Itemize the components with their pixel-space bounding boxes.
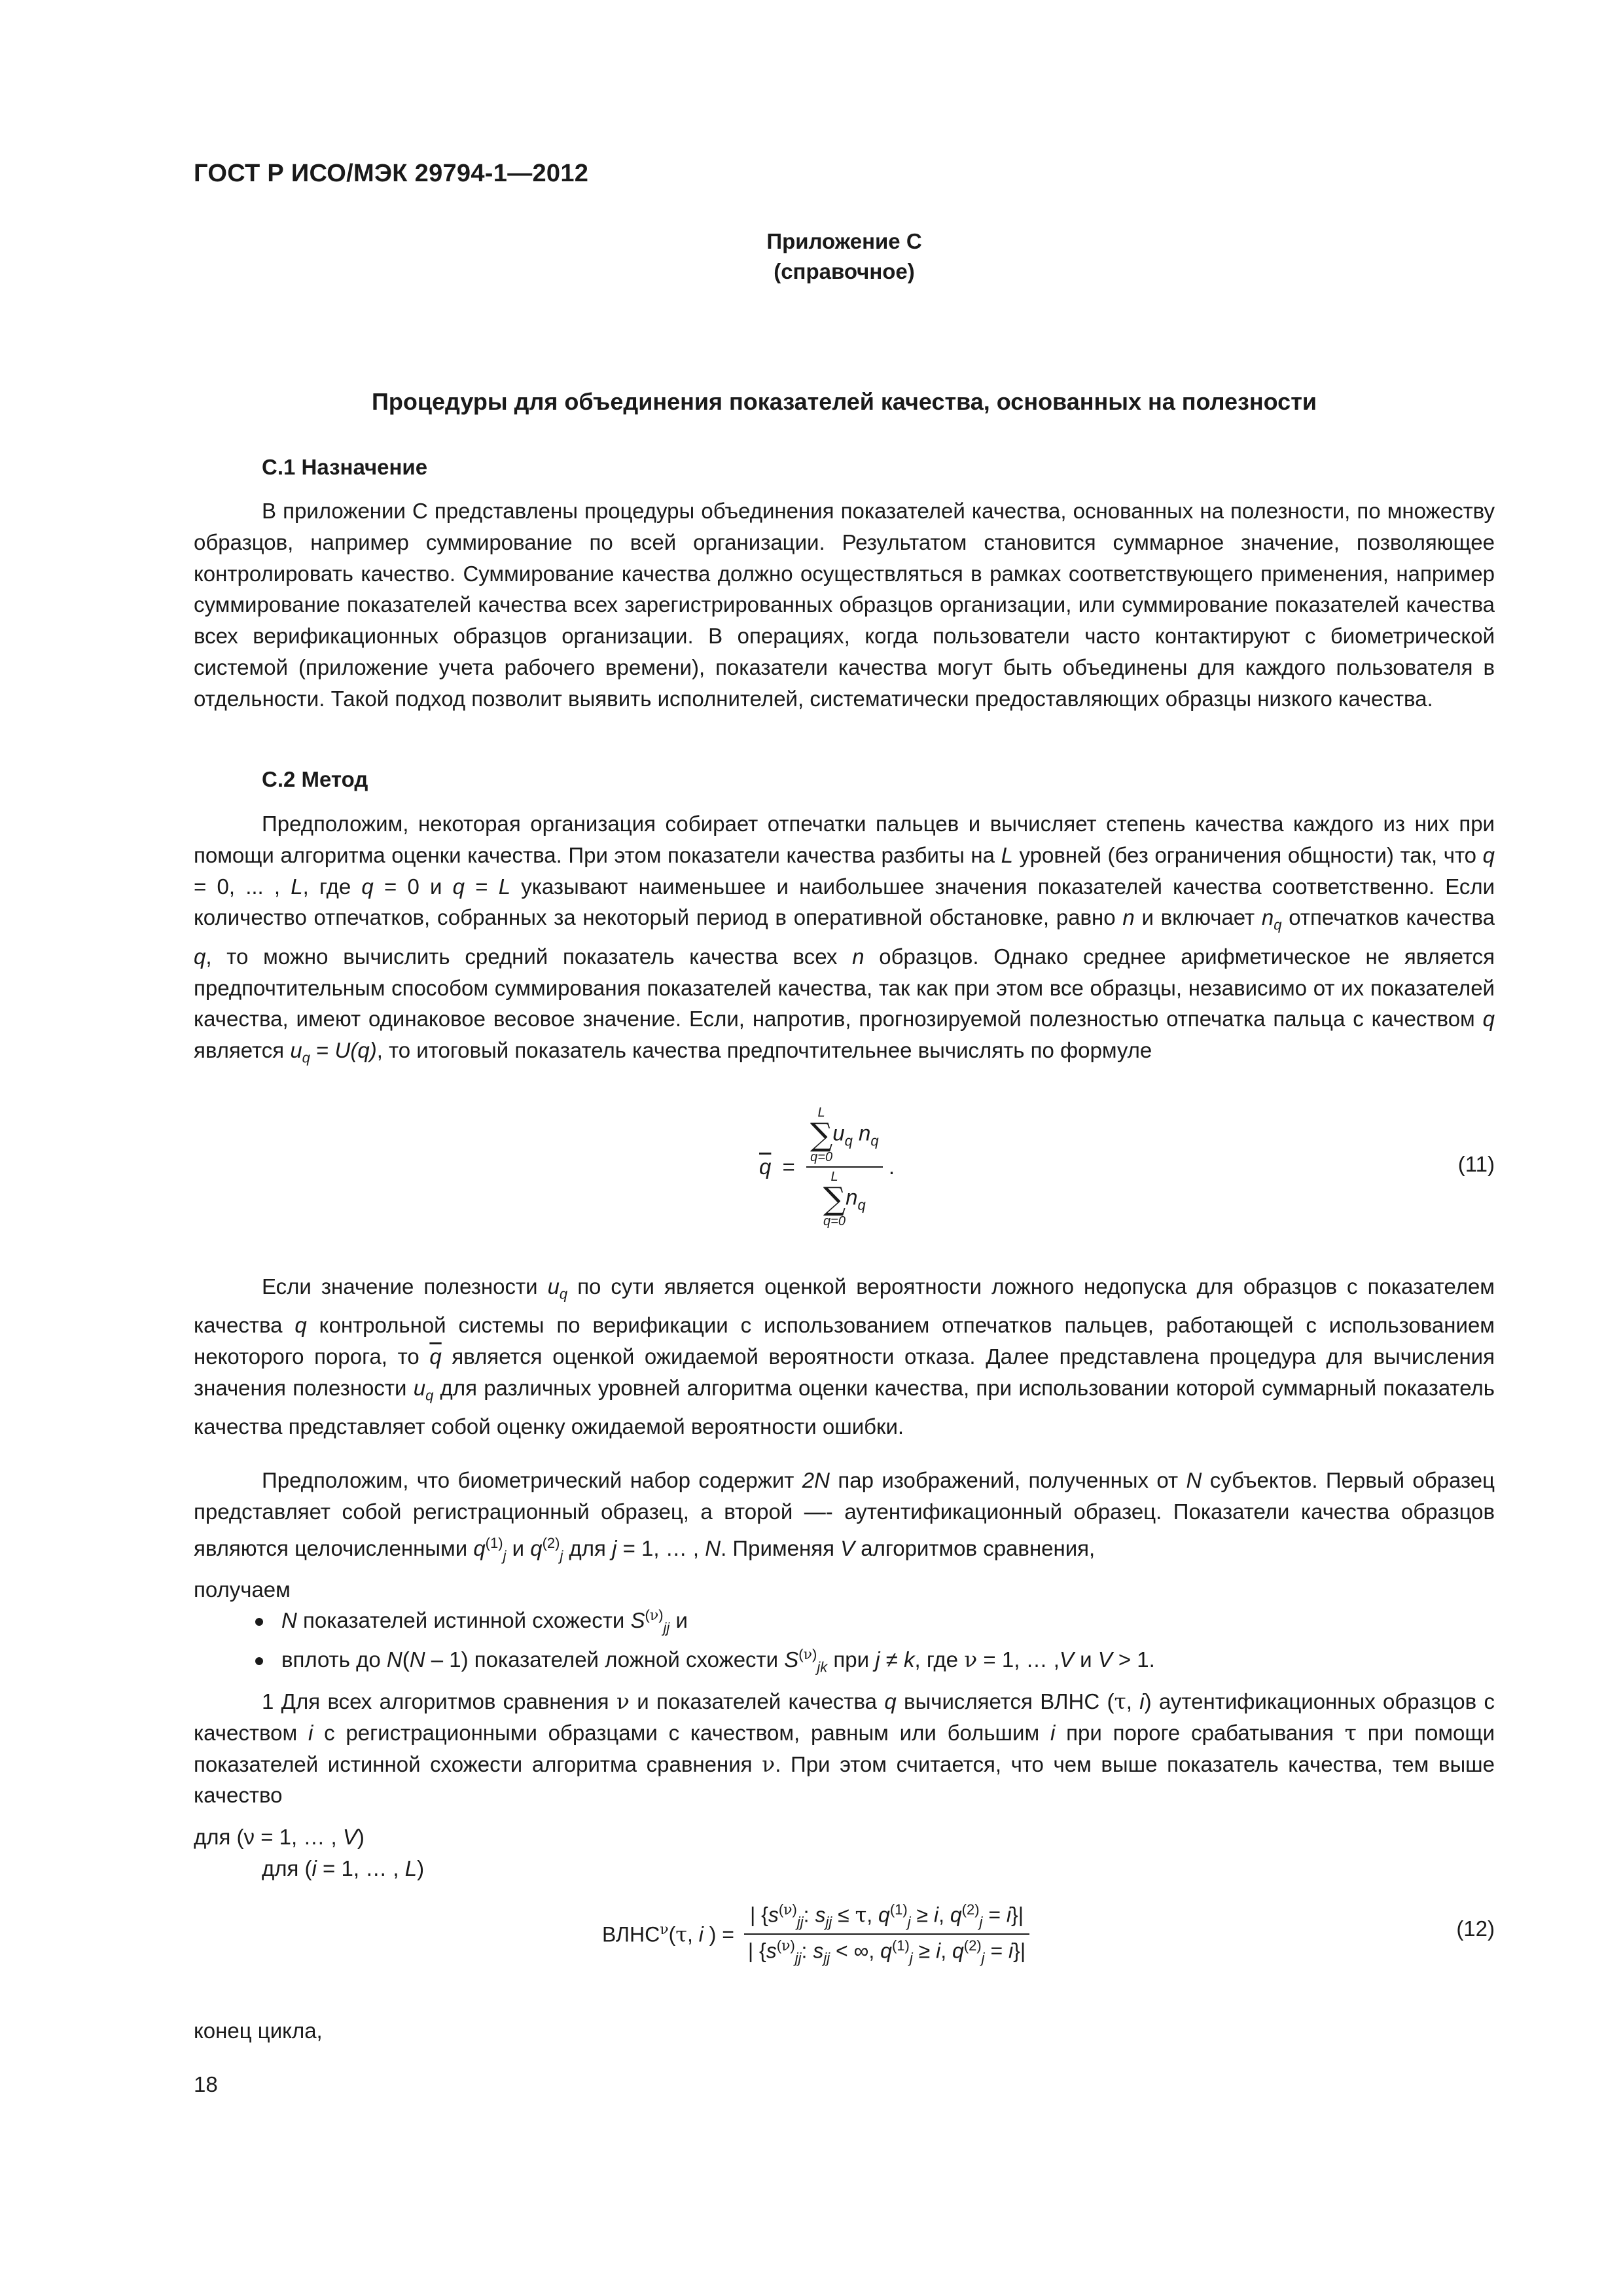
bullet-item-false-scores: вплоть до N(N – 1) показателей ложной схожести $S^{(\nu)}_{jk}$ при j ≠ k, где ν = 1, … ,V и V > 1.: [255, 1646, 1155, 1676]
section-2-paragraph-4: 1 Для всех алгоритмов сравнения ν и показателей качества q вычисляется ВЛНС (τ, i) аутентификационных образцов с качеством i с регистрационными образцами с качеством, равным или большим i при пороге срабатывания τ при помощи показателей истинной схожести алгоритма сравнения ν. При этом считается, что чем выше показатель качества, тем выше качество: [194, 1689, 1495, 1808]
page-number: 18: [194, 2072, 218, 2096]
section-2-paragraph-1: Предположим, некоторая организация собирает отпечатки пальцев и вычисляет степень качества каждого из них при помощи алгоритма оценки качества. При этом показатели качества разбиты на L уровней (без ограничения общности) так, что q = 0, ... , L, где q = 0 и q = L указывают наименьшее и наибольшее значения показателей качества соответственно. Если количество отпечатков, собранных за некоторый период в оперативной обстановке, равно n и включает $n_q$ отпечатков качества q, то можно вычислить средний показатель качества всех n образцов. Однако среднее арифметическое не является предпочтительным способом суммирования показателей качества, так как при этом все образцы, независимо от их показателей качества, имеют одинаковое весовое значение. Если, напротив, прогнозируемой полезностью отпечатка пальца с качеством q является $u_q = U(q)$, то итоговый показатель качества предпочтительнее вычислять по формуле: [194, 812, 1495, 1066]
section-1-heading: С.1 Назначение: [262, 455, 428, 479]
equation-11-number: (11): [1457, 1152, 1495, 1176]
appendix-label: Приложение С: [766, 229, 922, 253]
equation-11: $\overline{q}$ = L ∑ q=0 $u_q$ $n_q$ L ∑ q=0 $n_q$ .: [759, 1105, 895, 1229]
section-2-lead-in: получаем: [194, 1577, 291, 1602]
loop-end: конец цикла,: [194, 2018, 323, 2043]
bullet-dot: [255, 1657, 263, 1665]
loop-inner: для (i = 1, … , L): [262, 1856, 425, 1880]
standard-header: ГОСТ Р ИСО/МЭК 29794-1—2012: [194, 160, 589, 187]
section-2-paragraph-2: Если значение полезности $u_q$ по сути является оценкой вероятности ложного недопуска для образцов с показателем качества q контрольной системы по верификации с использованием отпечатков пальцев, работающей с использованием некоторого порога, то $\overline{q}$ является оценкой ожидаемой вероятности отказа. Далее представлена процедура для вычисления значения полезности $u_q$ для различных уровней алгоритма оценки качества, при использовании которой суммарный показатель качества представляет собой оценку ожидаемой вероятности ошибки.: [194, 1274, 1495, 1439]
loop-outer: для (ν = 1, … , V): [194, 1825, 365, 1849]
section-1-paragraph: В приложении С представлены процедуры объединения показателей качества, основанных на полезности, по множеству образцов, например суммирование по всей организации. Результатом становится суммарное значение, позволяющее контролировать качество. Суммирование качества должно осуществляться в рамках соответствующего применения, например суммирование показателей качества всех зарегистрированных образцов организации, или суммирование показателей качества всех верификационных образцов организации. В операциях, когда пользователи часто контактируют с биометрической системой (приложение учета рабочего времени), показатели качества могут быть объединены для каждого пользователя в отдельности. Такой подход позволит выявить исполнителей, систематически предоставляющих образцы низкого качества.: [194, 499, 1495, 711]
appendix-kind: (справочное): [774, 259, 915, 283]
bullet-dot: [255, 1618, 263, 1626]
section-2-paragraph-3: Предположим, что биометрический набор содержит 2N пар изображений, полученных от N субъектов. Первый образец представляет собой регистрационный образец, а второй —- аутентификационный образец. Показатели качества образцов являются целочисленными $q^{(1)}_j$ и $q^{(2)}_j$ для j = 1, … , N. Применяя V алгоритмов сравнения,: [194, 1468, 1495, 1564]
equation-12: $ВЛНС^\nu(\tau$, i ) = $\frac{| \{s^{(\nu)}_{jj}: s_{jj} \le \tau, q^{(1)}_j \ge i, q^{(2)}_j = i\}|}{| \{s^{(\nu)}_{jj}: s_{jj} < \infty, q^{(1)}_j \ge i, q^{(2)}_j = i\}|}$: [602, 1901, 1029, 1967]
section-2-heading: С.2 Метод: [262, 767, 368, 791]
equation-12-number: (12): [1456, 1916, 1495, 1941]
bullet-item-true-scores: N показателей истинной схожести $S^{(\nu)}_{jj}$ и: [255, 1607, 688, 1637]
appendix-title: Процедуры для объединения показателей качества, основанных на полезности: [372, 388, 1317, 415]
